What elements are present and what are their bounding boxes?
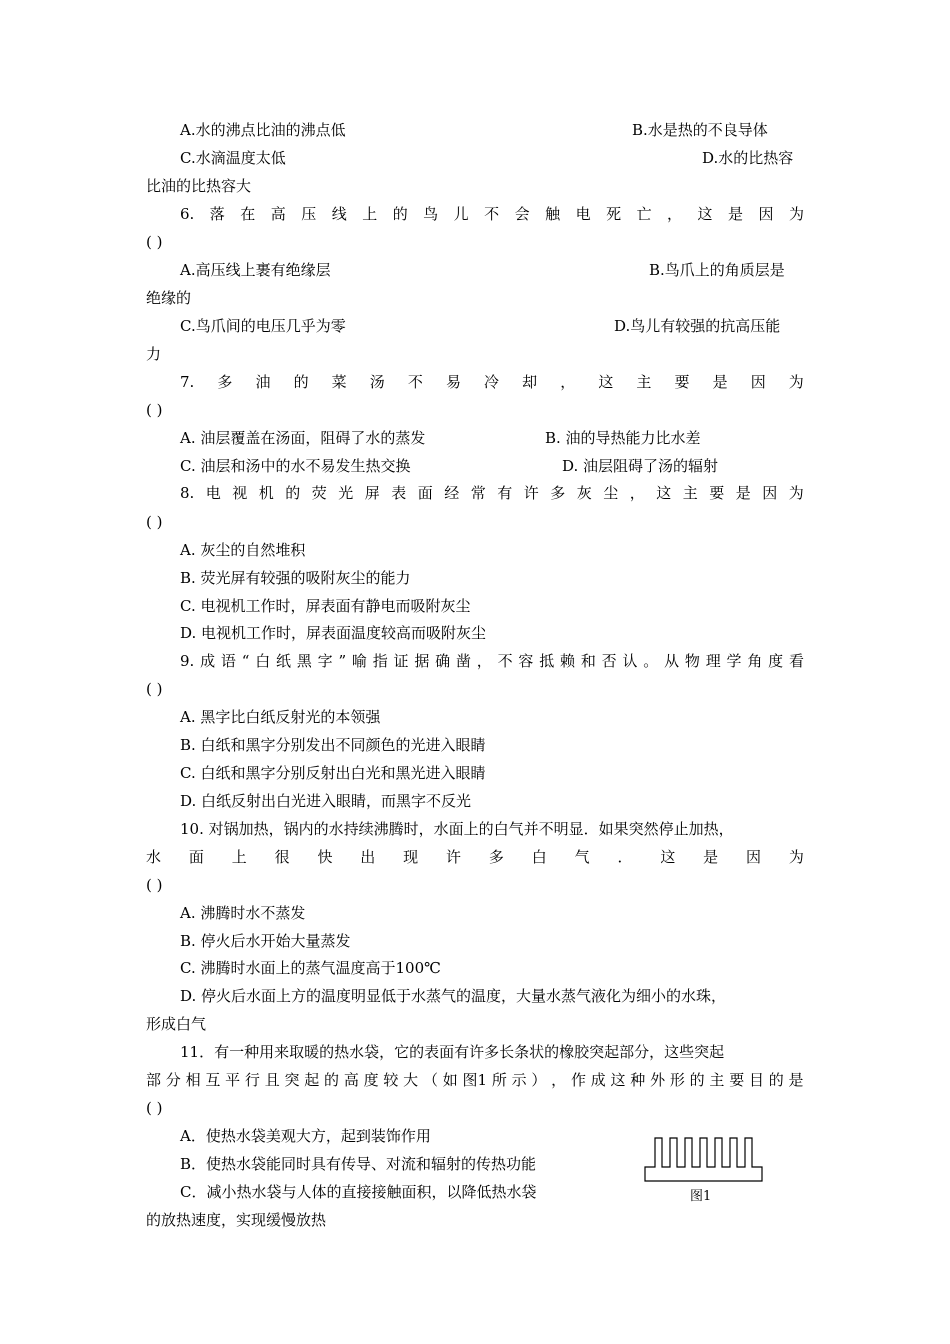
hot-water-bag-figure bbox=[640, 1133, 770, 1223]
stem-char: 起 bbox=[304, 1071, 320, 1089]
q6-option-d: D.鸟儿有较强的抗高压能 bbox=[614, 317, 781, 335]
q10-option-b: B. 停火后水开始大量蒸发 bbox=[180, 932, 351, 950]
stem-char: 证 bbox=[393, 652, 409, 670]
stem-char: 死 bbox=[606, 205, 622, 223]
stem-char: 荧 bbox=[311, 484, 327, 502]
q8-option-c: C. 电视机工作时，屏表面有静电而吸附灰尘 bbox=[180, 597, 471, 615]
q6-stem bbox=[146, 204, 804, 224]
stem-char: 是 bbox=[703, 848, 719, 866]
stem-char: 不 bbox=[407, 373, 423, 391]
stem-char: 菜 bbox=[331, 373, 347, 391]
q11-option-b: B．使热水袋能同时具有传导、对流和辐射的传热功能 bbox=[180, 1155, 537, 1173]
stem-char: 是 bbox=[728, 205, 744, 223]
q10-stem-line2 bbox=[146, 847, 804, 867]
stem-char: 理 bbox=[705, 652, 721, 670]
stem-char: ． bbox=[617, 848, 633, 866]
stem-char: 分 bbox=[165, 1071, 181, 1089]
stem-char: 多 bbox=[488, 848, 504, 866]
stem-char: 如 bbox=[442, 1071, 458, 1089]
stem-char: 要 bbox=[674, 373, 690, 391]
stem-char: 要 bbox=[729, 1071, 745, 1089]
stem-char: 常 bbox=[470, 484, 486, 502]
stem-char: 冷 bbox=[484, 373, 500, 391]
stem-char: 赖 bbox=[560, 652, 576, 670]
stem-char: 形 bbox=[669, 1071, 685, 1089]
stem-char: 突 bbox=[284, 1071, 300, 1089]
stem-char: 电 bbox=[205, 484, 221, 502]
q6-paren: ( ) bbox=[146, 233, 163, 251]
stem-char: 触 bbox=[545, 205, 561, 223]
stem-char: 光 bbox=[338, 484, 354, 502]
stem-char: 亡 bbox=[636, 205, 652, 223]
stem-char: 视 bbox=[232, 484, 248, 502]
q8-option-d: D. 电视机工作时，屏表面温度较高而吸附灰尘 bbox=[180, 624, 487, 642]
stem-char: 会 bbox=[514, 205, 530, 223]
stem-char: 互 bbox=[205, 1071, 221, 1089]
stem-char: 的 bbox=[285, 484, 301, 502]
stem-char: 高 bbox=[270, 205, 286, 223]
stem-char: 学 bbox=[726, 652, 742, 670]
q9-stem bbox=[146, 651, 804, 671]
q8-option-a: A. 灰尘的自然堆积 bbox=[180, 541, 306, 559]
q5-option-b: B.水是热的不良导体 bbox=[632, 121, 768, 139]
stem-char: 很 bbox=[274, 848, 290, 866]
stem-char: ， bbox=[551, 1071, 567, 1089]
stem-char: 许 bbox=[446, 848, 462, 866]
stem-char: ） bbox=[531, 1071, 547, 1089]
stem-char: 否 bbox=[601, 652, 617, 670]
stem-char: 主 bbox=[636, 373, 652, 391]
q7-option-b: B. 油的导热能力比水差 bbox=[545, 429, 701, 447]
stem-char: 面 bbox=[188, 848, 204, 866]
stem-char: 线 bbox=[331, 205, 347, 223]
stem-char: 部 bbox=[146, 1071, 162, 1089]
stem-char: 是 bbox=[735, 484, 751, 502]
stem-char: 汤 bbox=[369, 373, 385, 391]
stem-char: 鸟 bbox=[423, 205, 439, 223]
q5-option-d-cont: 比油的比热容大 bbox=[146, 177, 252, 195]
stem-char: 上 bbox=[362, 205, 378, 223]
q7-paren: ( ) bbox=[146, 401, 163, 419]
stem-char: （ bbox=[422, 1071, 438, 1089]
stem-char: 据 bbox=[414, 652, 430, 670]
q6-option-b-cont: 绝缘的 bbox=[146, 289, 192, 307]
q6-option-b: B.鸟爪上的角质层是 bbox=[649, 261, 785, 279]
q10-option-a: A. 沸腾时水不蒸发 bbox=[180, 904, 306, 922]
stem-char: 较 bbox=[383, 1071, 399, 1089]
stem-char: 快 bbox=[317, 848, 333, 866]
stem-char: 因 bbox=[746, 848, 762, 866]
stem-char: 白 bbox=[531, 848, 547, 866]
stem-char: 度 bbox=[363, 1071, 379, 1089]
q7-option-a: A. 油层覆盖在汤面，阻碍了水的蒸发 bbox=[180, 429, 426, 447]
stem-char: 种 bbox=[630, 1071, 646, 1089]
stem-char: 在 bbox=[240, 205, 256, 223]
stem-char: 角 bbox=[747, 652, 763, 670]
stem-char: 压 bbox=[301, 205, 317, 223]
q8-option-b: B. 荧光屏有较强的吸附灰尘的能力 bbox=[180, 569, 411, 587]
stem-char: 为 bbox=[788, 205, 804, 223]
stem-char: 这 bbox=[656, 484, 672, 502]
stem-char: 凿 bbox=[455, 652, 471, 670]
q10-paren: ( ) bbox=[146, 876, 163, 894]
stem-char: 尘 bbox=[603, 484, 619, 502]
stem-char: 抵 bbox=[539, 652, 555, 670]
q11-option-c: C．减小热水袋与人体的直接接触面积，以降低热水袋 bbox=[180, 1183, 537, 1201]
q11-paren: ( ) bbox=[146, 1099, 163, 1117]
stem-char: 目 bbox=[748, 1071, 764, 1089]
stem-char: 屏 bbox=[364, 484, 380, 502]
stem-char: 纸 bbox=[276, 652, 292, 670]
stem-char: 多 bbox=[550, 484, 566, 502]
q11-option-a: A．使热水袋美观大方，起到装饰作用 bbox=[180, 1127, 431, 1145]
stem-char: 因 bbox=[758, 205, 774, 223]
q8-paren: ( ) bbox=[146, 513, 163, 531]
stem-char: 要 bbox=[709, 484, 725, 502]
stem-char: 上 bbox=[231, 848, 247, 866]
stem-char: 确 bbox=[435, 652, 451, 670]
stem-char: 多 bbox=[217, 373, 233, 391]
stem-char: 现 bbox=[403, 848, 419, 866]
q9-option-d: D. 白纸反射出白光进入眼睛，而黑字不反光 bbox=[180, 792, 472, 810]
stem-char: 容 bbox=[518, 652, 534, 670]
q11-stem-line1: 11．有一种用来取暖的热水袋，它的表面有许多长条状的橡胶突起部分，这些突起 bbox=[180, 1043, 725, 1061]
stem-char: 因 bbox=[750, 373, 766, 391]
stem-char: 图1 bbox=[462, 1071, 488, 1089]
stem-char: 所 bbox=[491, 1071, 507, 1089]
stem-char: 8. bbox=[180, 484, 195, 502]
stem-char: 灰 bbox=[576, 484, 592, 502]
q5-option-a: A.水的沸点比油的沸点低 bbox=[180, 121, 346, 139]
stem-char: 主 bbox=[682, 484, 698, 502]
stem-char: 许 bbox=[523, 484, 539, 502]
stem-char: 为 bbox=[788, 848, 804, 866]
stem-char: 儿 bbox=[453, 205, 469, 223]
stem-char: 水 bbox=[146, 848, 162, 866]
stem-char: 黑 bbox=[296, 652, 312, 670]
stem-char: 度 bbox=[768, 652, 784, 670]
stem-char: 是 bbox=[788, 1071, 804, 1089]
stem-char: 的 bbox=[689, 1071, 705, 1089]
q5-option-c: C.水滴温度太低 bbox=[180, 149, 286, 167]
q10-option-d-cont: 形成白气 bbox=[146, 1015, 207, 1033]
stem-char: 。 bbox=[643, 652, 659, 670]
stem-char: 气 bbox=[574, 848, 590, 866]
stem-char: 这 bbox=[610, 1071, 626, 1089]
stem-char: 行 bbox=[244, 1071, 260, 1089]
stem-char: 字 bbox=[317, 652, 333, 670]
stem-char: 示 bbox=[511, 1071, 527, 1089]
stem-char: 面 bbox=[417, 484, 433, 502]
stem-char: 从 bbox=[664, 652, 680, 670]
stem-char: 易 bbox=[445, 373, 461, 391]
stem-char: 不 bbox=[484, 205, 500, 223]
q9-paren: ( ) bbox=[146, 680, 163, 698]
stem-char: 是 bbox=[712, 373, 728, 391]
q7-option-d: D. 油层阻碍了汤的辐射 bbox=[562, 457, 719, 475]
stem-char: ， bbox=[560, 373, 576, 391]
stem-char: 7. bbox=[180, 373, 195, 391]
stem-char: 的 bbox=[392, 205, 408, 223]
stem-char: 的 bbox=[293, 373, 309, 391]
stem-char: 主 bbox=[709, 1071, 725, 1089]
stem-char: 平 bbox=[225, 1071, 241, 1089]
stem-char: 外 bbox=[650, 1071, 666, 1089]
stem-char: ， bbox=[629, 484, 645, 502]
stem-char: 落 bbox=[209, 205, 225, 223]
q11-option-c-cont: 的放热速度，实现缓慢放热 bbox=[146, 1211, 327, 1229]
stem-char: 这 bbox=[598, 373, 614, 391]
stem-char: 电 bbox=[575, 205, 591, 223]
stem-char: 喻 bbox=[351, 652, 367, 670]
q9-option-b: B. 白纸和黑字分别发出不同颜色的光进入眼睛 bbox=[180, 736, 486, 754]
figure-caption: 图1 bbox=[690, 1189, 712, 1204]
stem-char: 为 bbox=[788, 373, 804, 391]
stem-char: 却 bbox=[522, 373, 538, 391]
q9-option-a: A. 黑字比白纸反射光的本领强 bbox=[180, 708, 381, 726]
q8-stem bbox=[146, 483, 804, 503]
q10-stem-line1: 10. 对锅加热，锅内的水持续沸腾时，水面上的白气并不明显．如果突然停止加热， bbox=[180, 820, 734, 838]
stem-char: ， bbox=[476, 652, 492, 670]
stem-char: 相 bbox=[185, 1071, 201, 1089]
stem-char: 有 bbox=[497, 484, 513, 502]
stem-char: 经 bbox=[444, 484, 460, 502]
stem-char: 的 bbox=[324, 1071, 340, 1089]
stem-char: 出 bbox=[360, 848, 376, 866]
q6-option-a: A.高压线上裹有绝缘层 bbox=[180, 261, 331, 279]
q11-stem-line2 bbox=[146, 1070, 804, 1090]
stem-char: 这 bbox=[697, 205, 713, 223]
stem-char: 物 bbox=[684, 652, 700, 670]
stem-char: 且 bbox=[264, 1071, 280, 1089]
q9-option-c: C. 白纸和黑字分别反射出白光和黑光进入眼睛 bbox=[180, 764, 486, 782]
q7-option-c: C. 油层和汤中的水不易发生热交换 bbox=[180, 457, 411, 475]
stem-char: 大 bbox=[403, 1071, 419, 1089]
stem-char: 这 bbox=[660, 848, 676, 866]
stem-char: 机 bbox=[258, 484, 274, 502]
stem-char: 表 bbox=[391, 484, 407, 502]
stem-char: 作 bbox=[570, 1071, 586, 1089]
stem-char: 不 bbox=[497, 652, 513, 670]
stem-char: 指 bbox=[372, 652, 388, 670]
stem-char: 成 bbox=[590, 1071, 606, 1089]
q10-option-d: D. 停火后水面上方的温度明显低于水蒸气的温度，大量水蒸气液化为细小的水珠， bbox=[180, 987, 727, 1005]
stem-char: ， bbox=[667, 205, 683, 223]
stem-char: 油 bbox=[255, 373, 271, 391]
stem-char: 成 bbox=[200, 652, 216, 670]
stem-char: 语 bbox=[220, 652, 236, 670]
stem-char: ” bbox=[338, 652, 347, 670]
q5-option-d: D.水的比热容 bbox=[702, 149, 794, 167]
q6-option-d-cont: 力 bbox=[146, 345, 162, 363]
stem-char: 9. bbox=[180, 652, 195, 670]
stem-char: 的 bbox=[768, 1071, 784, 1089]
stem-char: 6. bbox=[180, 205, 195, 223]
stem-char: “ bbox=[241, 652, 250, 670]
stem-char: 高 bbox=[343, 1071, 359, 1089]
q7-stem bbox=[146, 372, 804, 392]
stem-char: 为 bbox=[788, 484, 804, 502]
stem-char: 和 bbox=[580, 652, 596, 670]
q10-option-c: C. 沸腾时水面上的蒸气温度高于100℃ bbox=[180, 959, 441, 977]
stem-char: 认 bbox=[622, 652, 638, 670]
stem-char: 因 bbox=[762, 484, 778, 502]
stem-char: 看 bbox=[788, 652, 804, 670]
hot-water-bag-profile bbox=[645, 1138, 762, 1181]
q6-option-c: C.鸟爪间的电压几乎为零 bbox=[180, 317, 346, 335]
stem-char: 白 bbox=[255, 652, 271, 670]
